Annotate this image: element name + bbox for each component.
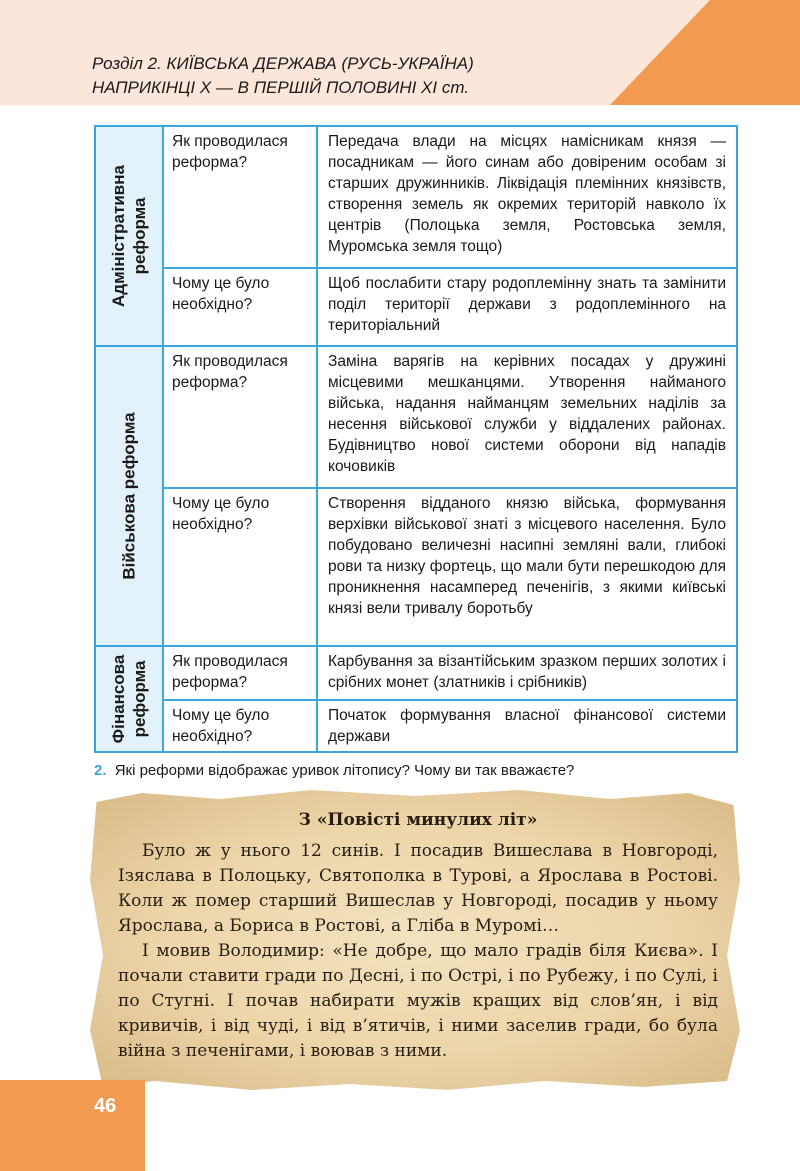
excerpt-paragraph: І мовив Володимир: «Не добре, що мало градів біля Києва». І почали ставити гради по Десні, і по Острі, і по Рубежу, і по Сулі, і по Стугні. І почав набирати мужів кращих від слов’ян, і від кривичів, і від чуді, і від в’ятичів, і ними заселив гради, бо була війна з печенігами, і воював з ними. xyxy=(118,941,718,1061)
table-row xyxy=(95,268,737,346)
section-label-administrative xyxy=(95,126,163,346)
answer-cell: Створення відданого князю війська, формування верхівки військової знаті з місцевого населення. Було побудовано величезні насипні земляні вали, глибокі рови та низку фортець, що мали бути перешкодою для проникнення насамперед печенігів, з якими київські князі вели тривалу боротьбу xyxy=(317,488,737,646)
table-row xyxy=(95,646,737,700)
chapter-header-line2: НАПРИКІНЦІ Х — В ПЕРШІЙ ПОЛОВИНІ ХІ ст. xyxy=(92,78,470,97)
answer-cell: Щоб послабити стару родоплемінну знать та замінити поділ території держави з родоплемінного на територіальний xyxy=(317,268,737,346)
question-cell: Чому це було необхідно? xyxy=(163,700,317,752)
table-row xyxy=(95,346,737,488)
chapter-header xyxy=(92,52,562,100)
excerpt-title: З «Повісті минулих літ» xyxy=(298,810,538,830)
question-cell: Як проводилася реформа? xyxy=(163,646,317,700)
question-cell: Як проводилася реформа? xyxy=(163,346,317,488)
answer-cell: Заміна варягів на керівних посадах у дружині місцевими мешканцями. Утворення найманого війська, надання найманцям земельних наділів за несення військової служби у віддалених районах. Будівництво нової системи оборони від нападів кочовиків xyxy=(317,346,737,488)
section-label-line1: Адміністративна xyxy=(109,165,128,307)
page-number-box xyxy=(0,1080,145,1171)
section-label-line1: Військова реформа xyxy=(119,412,139,580)
excerpt-paragraph: Було ж у нього 12 синів. І посадив Вишеслава в Новгороді, Ізяслава в Полоцьку, Святополка в Турові, а Ярослава в Ростові. Коли ж помер старший Вишеслав у Новгороді, посадив у ньому Ярослава, а Бориса в Ростові, а Гліба в Муромі… xyxy=(118,841,718,936)
section-label-line1: Фінансова xyxy=(109,654,128,744)
question-cell: Як проводилася реформа? xyxy=(163,126,317,268)
reforms-table xyxy=(94,125,738,753)
section-label-line2: реформа xyxy=(130,660,149,738)
question-prompt xyxy=(94,762,574,779)
chapter-header-line1: Розділ 2. КИЇВСЬКА ДЕРЖАВА (РУСЬ-УКРАЇНА) xyxy=(92,54,474,73)
question-number: 2. xyxy=(94,762,107,779)
section-label-financial xyxy=(95,646,163,752)
question-text: Які реформи відображає уривок літопису? Чому ви так вважаєте? xyxy=(114,762,575,779)
table-row xyxy=(95,126,737,268)
section-label-line2: реформа xyxy=(130,197,149,275)
chronicle-excerpt xyxy=(118,808,718,1064)
page-number: 46 xyxy=(94,1095,117,1117)
answer-cell: Початок формування власної фінансової системи держави xyxy=(317,700,737,752)
answer-cell: Карбування за візантійським зразком перших золотих і срібних монет (златників і срібників) xyxy=(317,646,737,700)
question-cell: Чому це було необхідно? xyxy=(163,488,317,646)
question-cell: Чому це було необхідно? xyxy=(163,268,317,346)
section-label-military xyxy=(95,346,163,646)
table-row xyxy=(95,700,737,752)
answer-cell: Передача влади на місцях намісникам князя — посадникам — його синам або довіреним особам зі старших дружинників. Ліквідація племінних князівств, створення земель як окремих територій навколо їх центрів (Полоцька земля, Ростовська земля, Муромська земля тощо) xyxy=(317,126,737,268)
table-row xyxy=(95,488,737,646)
